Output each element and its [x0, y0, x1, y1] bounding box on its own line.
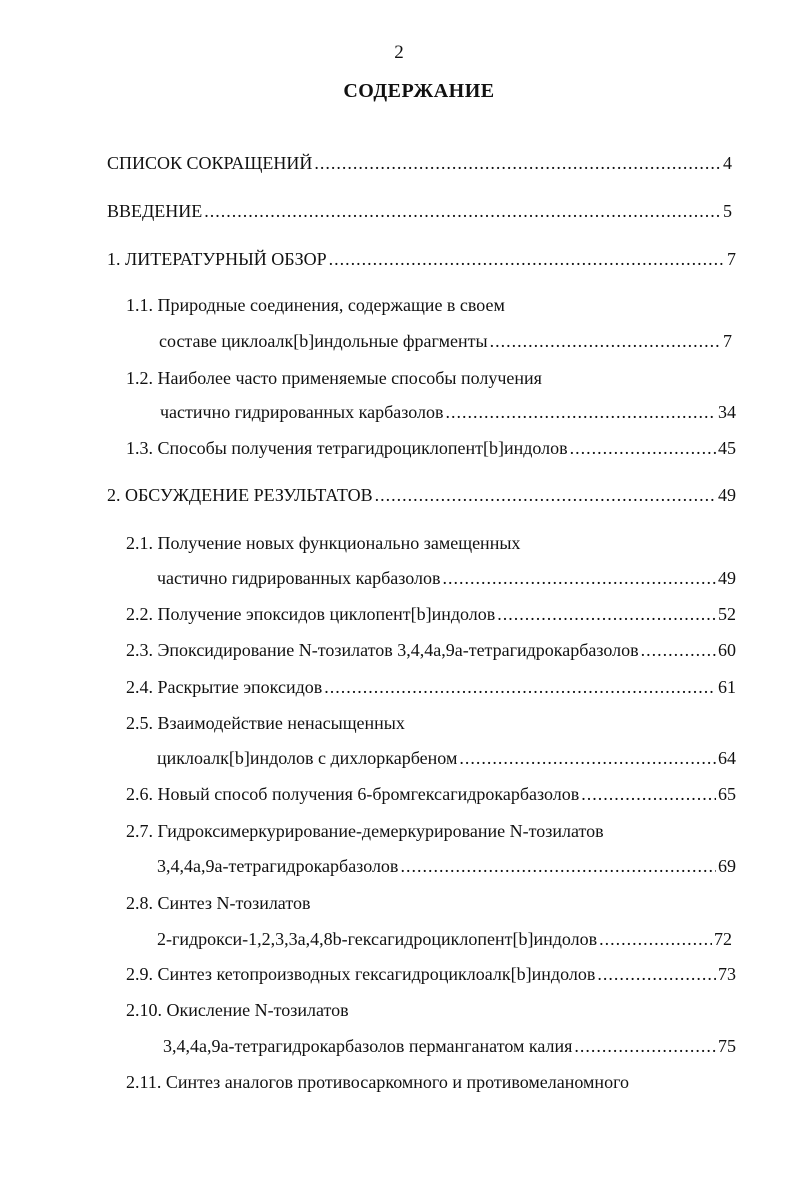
- toc-entry-2-10-line2: 3,4,4а,9а-тетрагидрокарбазолов перманганатом калия ..... 75: [163, 1035, 736, 1057]
- dot-leader: [314, 152, 721, 174]
- dot-leader: [570, 437, 716, 459]
- toc-entry-introduction: ВВЕДЕНИЕ ..... 5: [107, 200, 732, 222]
- toc-entry-2-1-line1: 2.1. Получение новых функционально замещенных: [126, 533, 521, 553]
- toc-entry-2-6: 2.6. Новый способ получения 6-бромгексагидрокарбазолов ..... 65: [126, 783, 736, 805]
- toc-entry-2-8-line2: 2-гидрокси-1,2,3,3а,4,8b-гексагидроциклопент[b]индолов ..... 72: [157, 928, 732, 950]
- dot-leader: [329, 248, 725, 270]
- toc-entry-2-7-line2: 3,4,4а,9а-тетрагидрокарбазолов ..... 69: [157, 855, 736, 877]
- toc-entry-2-10-line1: 2.10. Окисление N-тозилатов: [126, 1000, 349, 1020]
- page-number: 2: [394, 42, 404, 63]
- page-title: СОДЕРЖАНИЕ: [343, 80, 495, 102]
- dot-leader: [497, 603, 716, 625]
- dot-leader: [490, 330, 721, 352]
- toc-entry-abbreviations: СПИСОК СОКРАЩЕНИЙ ..... 4: [107, 152, 732, 174]
- dot-leader: [400, 855, 716, 877]
- dot-leader: [597, 963, 716, 985]
- toc-entry-1-3: 1.3. Способы получения тетрагидроциклопент[b]индолов ..... 45: [126, 437, 736, 459]
- dot-leader: [375, 484, 716, 506]
- dot-leader: [574, 1035, 716, 1057]
- toc-entry-2-8-line1: 2.8. Синтез N-тозилатов: [126, 893, 311, 913]
- dot-leader: [581, 783, 716, 805]
- dot-leader: [599, 928, 712, 950]
- dot-leader: [641, 639, 716, 661]
- dot-leader: [443, 567, 717, 589]
- toc-entry-2-9: 2.9. Синтез кетопроизводных гексагидроциклоалк[b]индолов ..... 73: [126, 963, 736, 985]
- toc-entry-2-3: 2.3. Эпоксидирование N-тозилатов 3,4,4а,9а-тетрагидрокарбазолов ..... 60: [126, 639, 736, 661]
- dot-leader: [459, 747, 716, 769]
- toc-entry-1-2-line1: 1.2. Наиболее часто применяемые способы получения: [126, 368, 542, 388]
- toc-entry-1-1-line1: 1.1. Природные соединения, содержащие в своем: [126, 295, 505, 315]
- dot-leader: [204, 200, 721, 222]
- toc-entry-2-11-line1: 2.11. Синтез аналогов противосаркомного и противомеланомного: [126, 1072, 629, 1092]
- toc-entry-2-5-line1: 2.5. Взаимодействие ненасыщенных: [126, 713, 405, 733]
- toc-entry-2-7-line1: 2.7. Гидроксимеркурирование-демеркурирование N-тозилатов: [126, 821, 604, 841]
- dot-leader: [324, 676, 716, 698]
- toc-entry-2-5-line2: циклоалк[b]индолов с дихлоркарбеном ..... 64: [157, 747, 736, 769]
- toc-entry-1-2-line2: частично гидрированных карбазолов ..... 34: [160, 401, 736, 423]
- toc-entry-2-4: 2.4. Раскрытие эпоксидов ..... 61: [126, 676, 736, 698]
- toc-entry-2-2: 2.2. Получение эпоксидов циклопент[b]индолов ..... 52: [126, 603, 736, 625]
- toc-entry-chapter-2: 2. ОБСУЖДЕНИЕ РЕЗУЛЬТАТОВ ..... 49: [107, 484, 736, 506]
- toc-entry-chapter-1: 1. ЛИТЕРАТУРНЫЙ ОБЗОР ..... 7: [107, 248, 736, 270]
- toc-entry-1-1-line2: составе циклоалк[b]индольные фрагменты ..... 7: [159, 330, 732, 352]
- toc-entry-2-1-line2: частично гидрированных карбазолов ..... 49: [157, 567, 736, 589]
- dot-leader: [446, 401, 717, 423]
